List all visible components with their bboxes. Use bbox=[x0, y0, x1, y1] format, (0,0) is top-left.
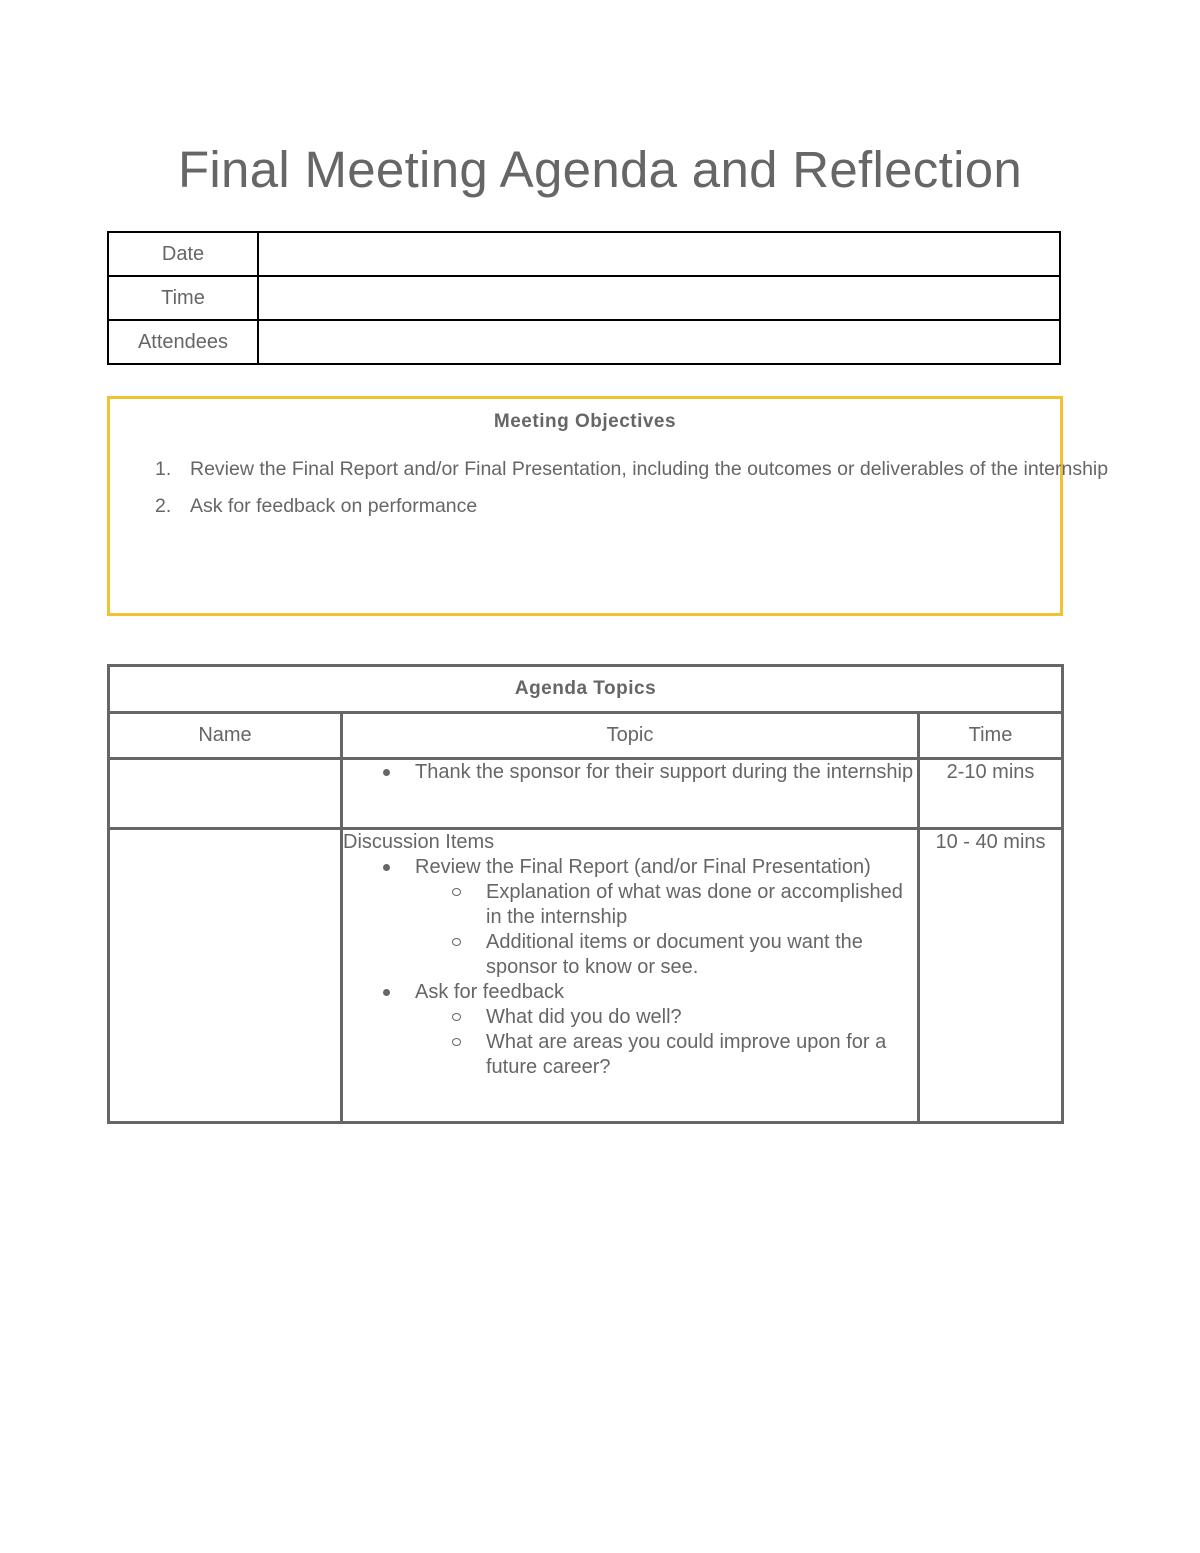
date-row bbox=[108, 232, 1060, 276]
time-field[interactable] bbox=[258, 276, 1060, 320]
time-label: Time bbox=[108, 276, 258, 320]
objective-item bbox=[110, 488, 1110, 525]
sub-bullet: What did you do well? bbox=[343, 1005, 917, 1030]
objectives-heading: Meeting Objectives bbox=[493, 411, 677, 432]
time-cell: 2-10 mins bbox=[919, 759, 1063, 829]
topic-bullet bbox=[343, 855, 917, 980]
attendees-label: Attendees bbox=[108, 320, 258, 364]
table-row bbox=[109, 829, 1063, 1123]
column-header-time: Time bbox=[919, 713, 1063, 759]
name-cell[interactable] bbox=[109, 829, 342, 1123]
sub-bullet: What are areas you could improve upon for a future career? bbox=[343, 1030, 917, 1080]
column-header-topic: Topic bbox=[342, 713, 919, 759]
agenda-column-header-row bbox=[109, 713, 1063, 759]
attendees-field[interactable] bbox=[258, 320, 1060, 364]
topic-cell bbox=[342, 759, 919, 829]
objectives-list bbox=[110, 451, 1110, 525]
objective-number: 2. bbox=[155, 495, 172, 517]
topic-bullet-text: Ask for feedback bbox=[415, 981, 564, 1003]
attendees-row bbox=[108, 320, 1060, 364]
date-field[interactable] bbox=[258, 232, 1060, 276]
objective-number: 1. bbox=[155, 458, 172, 480]
discussion-items-label: Discussion Items bbox=[343, 831, 495, 853]
table-row bbox=[109, 759, 1063, 829]
agenda-heading: Agenda Topics bbox=[109, 666, 1063, 713]
page-title: Final Meeting Agenda and Reflection bbox=[177, 141, 1023, 198]
time-cell: 10 - 40 mins bbox=[919, 829, 1063, 1123]
topic-bullet-text: Review the Final Report (and/or Final Presentation) bbox=[415, 856, 871, 878]
agenda-heading-row bbox=[109, 666, 1063, 713]
objective-text: Ask for feedback on performance bbox=[190, 495, 478, 517]
agenda-table bbox=[107, 664, 1064, 1124]
column-header-name: Name bbox=[109, 713, 342, 759]
name-cell[interactable] bbox=[109, 759, 342, 829]
meeting-objectives-box bbox=[107, 396, 1109, 616]
time-row bbox=[108, 276, 1060, 320]
objective-item bbox=[110, 451, 1110, 488]
objective-text: Review the Final Report and/or Final Presentation, including the outcomes or deliverables of the internship bbox=[190, 458, 1109, 480]
topic-bullet-list bbox=[343, 855, 917, 1080]
topic-bullet: Thank the sponsor for their support during the internship bbox=[343, 760, 917, 785]
sub-bullet-list bbox=[343, 880, 917, 980]
sub-bullet: Explanation of what was done or accomplished in the internship bbox=[343, 880, 917, 930]
topic-bullet bbox=[343, 980, 917, 1080]
topic-bullet-list bbox=[343, 760, 917, 785]
date-label: Date bbox=[108, 232, 258, 276]
sub-bullet-list bbox=[343, 1005, 917, 1080]
sub-bullet: Additional items or document you want the sponsor to know or see. bbox=[343, 930, 917, 980]
topic-cell bbox=[342, 829, 919, 1123]
meeting-info-table bbox=[107, 231, 1061, 365]
